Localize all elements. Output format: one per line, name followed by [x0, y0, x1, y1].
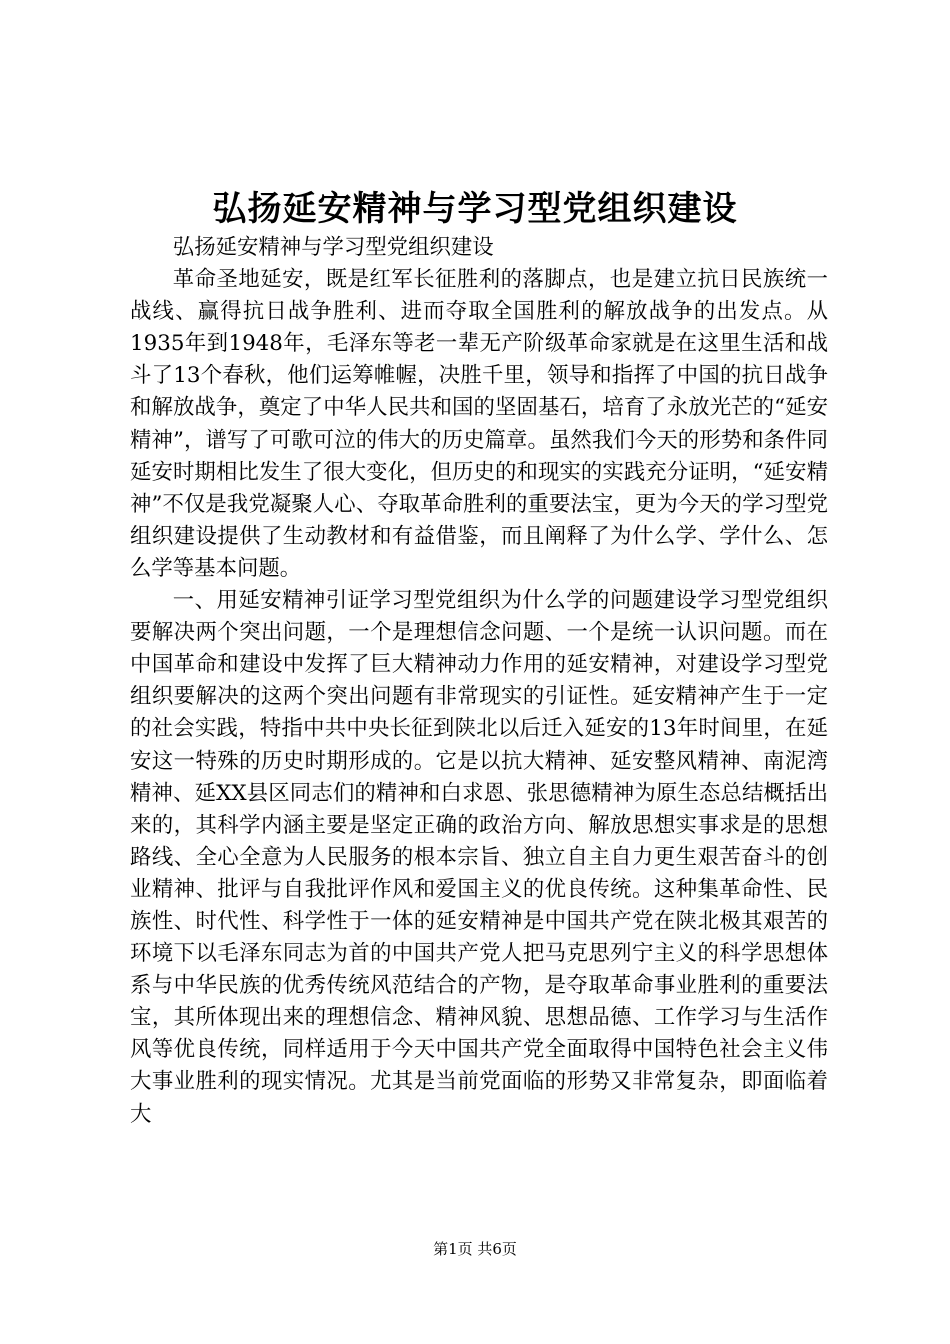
subtitle-paragraph: 弘扬延安精神与学习型党组织建设	[172, 235, 494, 260]
body-paragraph: 革命圣地延安，既是红军长征胜利的落脚点，也是建立抗日民族统一战线、赢得抗日战争胜利、进而夺取全国胜利的解放战争的出发点。从1935年到1948年，毛泽东等老一辈无产阶级革命家就是在这里生活和战斗了13个春秋，他们运筹帷幄，决胜千里，领导和指挥了中国的抗日战争和解放战争，奠定了中华人民共和国的坚固基石，培育了永放光芒的“延安精神”，谱写了可歌可泣的伟大的历史篇章。虽然我们今天的形势和条件同延安时期相比发生了很大变化，但历史的和现实的实践充分证明，“延安精神”不仅是我党凝聚人心、夺取革命胜利的重要法宝，更为今天的学习型党组织建设提供了生动教材和有益借鉴，而且阐释了为什么学、学什么、怎么学等基本问题。	[130, 267, 828, 581]
page-footer: 第1页 共6页	[433, 1240, 517, 1258]
body-paragraph: 一、用延安精神引证学习型党组织为什么学的问题建设学习型党组织要解决两个突出问题，一个是理想信念问题、一个是统一认识问题。而在中国革命和建设中发挥了巨大精神动力作用的延安精神，对建设学习型党组织要解决的这两个突出问题有非常现实的引证性。延安精神产生于一定的社会实践，特指中共中央长征到陕北以后迁入延安的13年时间里，在延安这一特殊的历史时期形成的。它是以抗大精神、延安整风精神、南泥湾精神、延XX县区同志们的精神和白求恩、张思德精神为原生态总结概括出来的，其科学内涵主要是坚定正确的政治方向、解放思想实事求是的思想路线、全心全意为人民服务的根本宗旨、独立自主自力更生艰苦奋斗的创业精神、批评与自我批评作风和爱国主义的优良传统。这种集革命性、民族性、时代性、科学性于一体的延安精神是中国共产党在陕北极其艰苦的环境下以毛泽东同志为首的中国共产党人把马克思列宁主义的科学思想体系与中华民族的优秀传统风范结合的产物，是夺取革命事业胜利的重要法宝，其所体现出来的理想信念、精神风貌、思想品德、工作学习与生活作风等优良传统，同样适用于今天中国共产党全面取得中国特色社会主义伟大事业胜利的现实情况。尤其是当前党面临的形势又非常复杂，即面临着大	[130, 588, 828, 1127]
document-title: 弘扬延安精神与学习型党组织建设	[212, 189, 738, 229]
document-body	[130, 232, 828, 1131]
